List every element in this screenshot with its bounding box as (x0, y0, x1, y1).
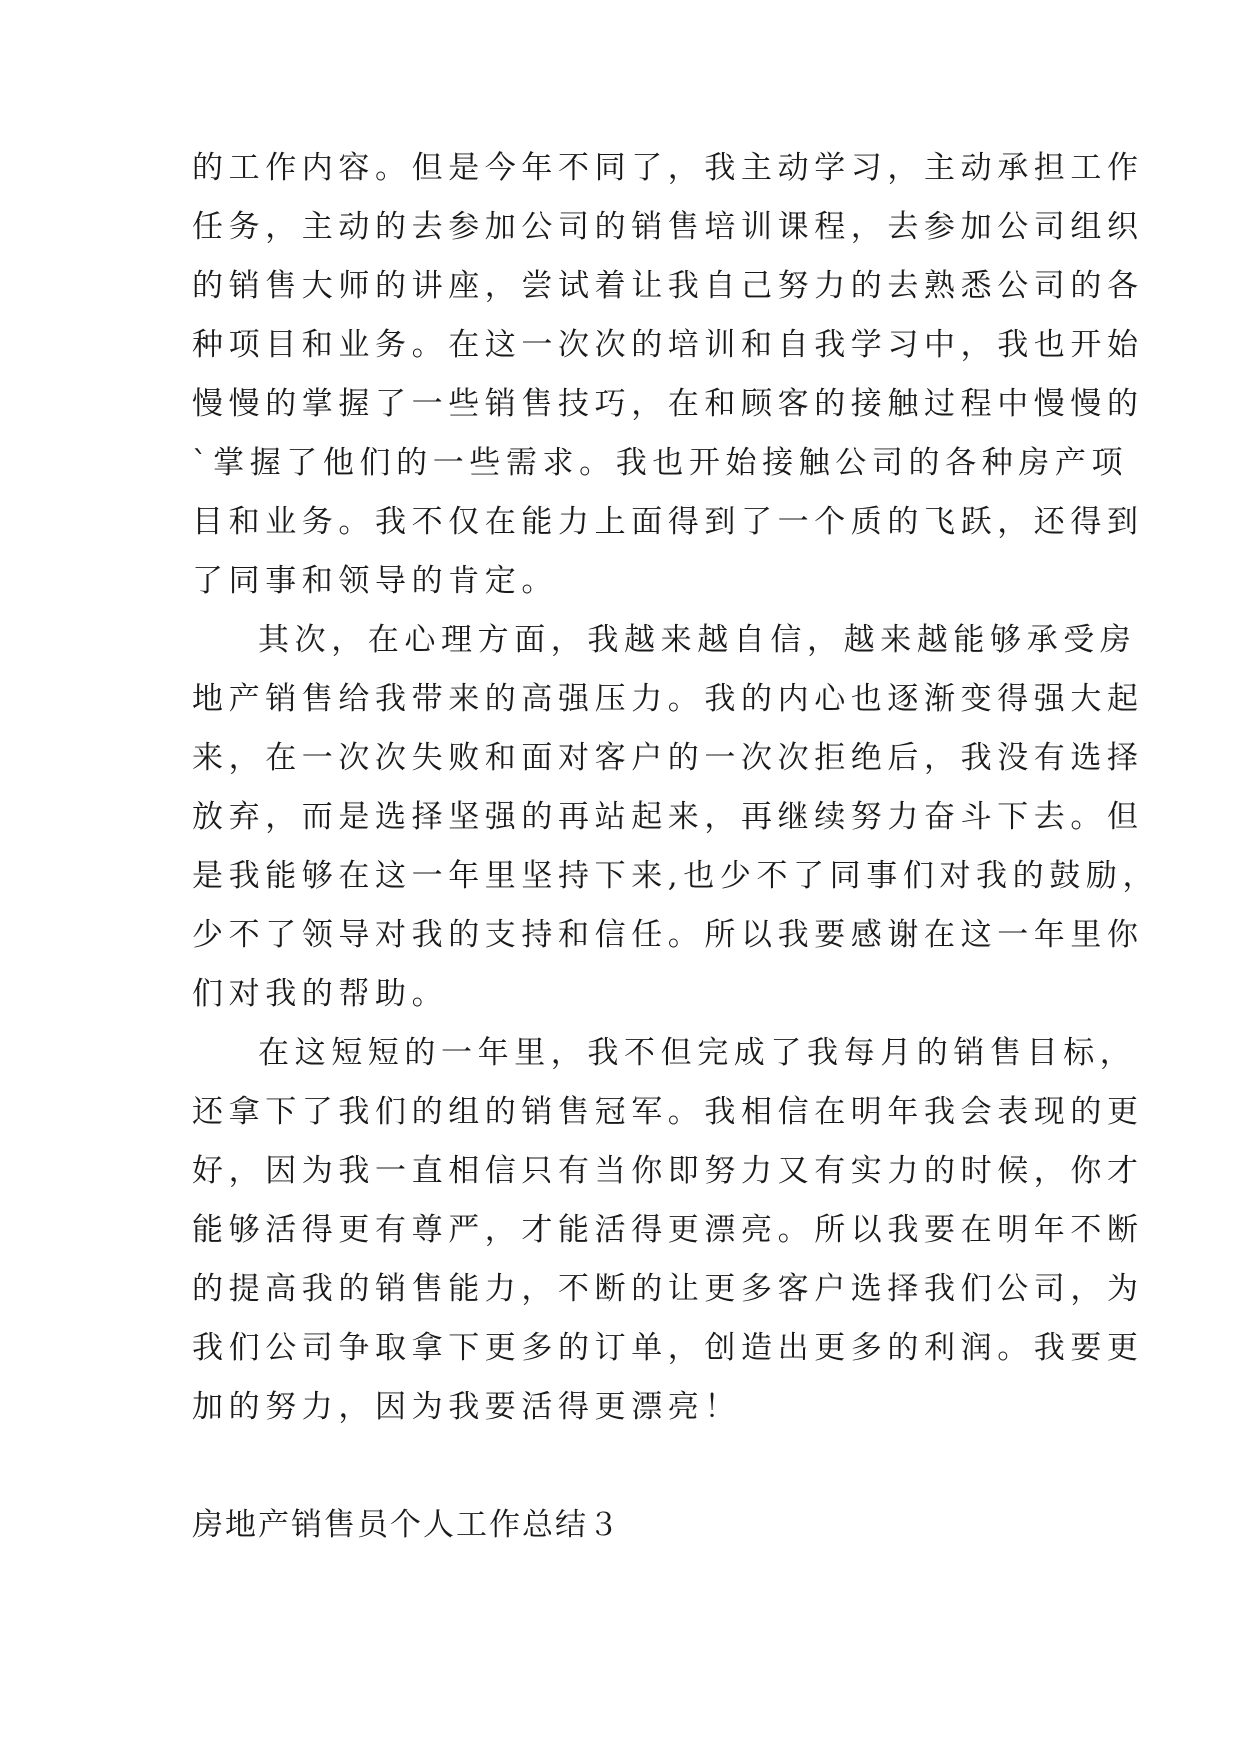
paragraph-3-line: 能够活得更有尊严，才能活得更漂亮。所以我要在明年不断 (192, 1212, 1144, 1248)
paragraph-1-line: `掌握了他们的一些需求。我也开始接触公司的各种房产项 (192, 445, 1129, 481)
paragraph-2-line: 其次，在心理方面，我越来越自信，越来越能够承受房 (258, 622, 1137, 658)
section-heading: 房地产销售员个人工作总结３ (192, 1507, 621, 1543)
paragraph-3-line: 好，因为我一直相信只有当你即努力又有实力的时候，你才 (192, 1153, 1144, 1189)
paragraph-1-line: 种项目和业务。在这一次次的培训和自我学习中，我也开始 (192, 327, 1144, 363)
paragraph-3-line: 的提高我的销售能力，不断的让更多客户选择我们公司，为 (192, 1271, 1144, 1307)
paragraph-1-line: 任务，主动的去参加公司的销售培训课程，去参加公司组织 (192, 209, 1144, 245)
paragraph-3-line: 还拿下了我们的组的销售冠军。我相信在明年我会表现的更 (192, 1094, 1144, 1130)
paragraph-2-line: 地产销售给我带来的高强压力。我的内心也逐渐变得强大起 (192, 681, 1144, 717)
paragraph-2-line: 来，在一次次失败和面对客户的一次次拒绝后，我没有选择 (192, 740, 1144, 776)
paragraph-1-line: 的工作内容。但是今年不同了，我主动学习，主动承担工作 (192, 150, 1144, 186)
paragraph-3-line: 加的努力，因为我要活得更漂亮！ (192, 1389, 741, 1425)
paragraph-3-line: 在这短短的一年里，我不但完成了我每月的销售目标， (258, 1035, 1137, 1071)
paragraph-2-line: 少不了领导对我的支持和信任。所以我要感谢在这一年里你 (192, 917, 1144, 953)
paragraph-1-line: 了同事和领导的肯定。 (192, 563, 558, 599)
paragraph-2-line: 们对我的帮助。 (192, 976, 449, 1012)
paragraph-1-line: 慢慢的掌握了一些销售技巧，在和顾客的接触过程中慢慢的 (192, 386, 1144, 422)
paragraph-2-line: 放弃，而是选择坚强的再站起来，再继续努力奋斗下去。但 (192, 799, 1144, 835)
paragraph-2-line: 是我能够在这一年里坚持下来,也少不了同事们对我的鼓励， (192, 858, 1160, 894)
paragraph-3-line: 我们公司争取拿下更多的订单，创造出更多的利润。我要更 (192, 1330, 1144, 1366)
paragraph-1-line: 的销售大师的讲座，尝试着让我自己努力的去熟悉公司的各 (192, 268, 1144, 304)
paragraph-1-line: 目和业务。我不仅在能力上面得到了一个质的飞跃，还得到 (192, 504, 1144, 540)
